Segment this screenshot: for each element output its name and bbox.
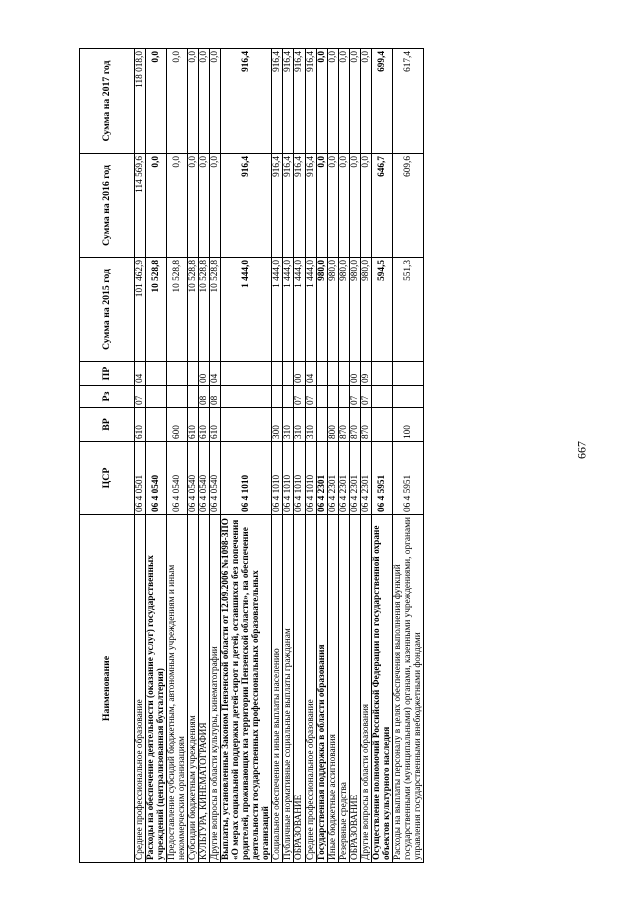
cell-sum-2016: 916,4	[305, 154, 316, 258]
cell-sum-2016: 916,4	[221, 154, 272, 258]
cell-csr: 06 4 0540	[146, 442, 167, 515]
cell-csr: 06 4 0540	[167, 442, 188, 515]
cell-pr: 04	[135, 362, 146, 386]
cell-sum-2016: 0,0	[210, 154, 221, 258]
table-row	[283, 49, 294, 863]
cell-sum-2015: 980,0	[349, 258, 360, 362]
table-row	[210, 49, 221, 863]
table-row	[294, 49, 305, 863]
cell-sum-2017: 916,4	[272, 49, 283, 154]
cell-sum-2017: 916,4	[283, 49, 294, 154]
cell-name: Публичные нормативные социальные выплаты гражданам	[283, 515, 294, 863]
cell-name: ОБРАЗОВАНИЕ	[294, 515, 305, 863]
cell-rz	[316, 386, 327, 408]
header-sum-2015: Сумма на 2015 год	[80, 258, 135, 362]
cell-rz	[338, 386, 349, 408]
cell-sum-2017: 118 018,0	[135, 49, 146, 154]
cell-name: Среднее профессиональное образование	[305, 515, 316, 863]
cell-csr: 06 4 5951	[392, 442, 423, 515]
cell-sum-2016: 0,0	[327, 154, 338, 258]
cell-csr: 06 4 1010	[221, 442, 272, 515]
cell-pr	[272, 362, 283, 386]
cell-sum-2017: 0,0	[210, 49, 221, 154]
cell-sum-2015: 980,0	[338, 258, 349, 362]
table-row	[360, 49, 371, 863]
cell-vr: 610	[135, 408, 146, 442]
cell-name: КУЛЬТУРА, КИНЕМАТОГРАФИЯ	[199, 515, 210, 863]
cell-pr: 00	[199, 362, 210, 386]
cell-sum-2016: 916,4	[294, 154, 305, 258]
cell-sum-2016: 0,0	[349, 154, 360, 258]
cell-csr: 06 4 0540	[210, 442, 221, 515]
cell-name: Расходы на обеспечение деятельности (оказание услуг) государственных учреждений (централизованная бухгалтерия)	[146, 515, 167, 863]
cell-sum-2017: 0,0	[349, 49, 360, 154]
table-row	[135, 49, 146, 863]
cell-name: Резервные средства	[338, 515, 349, 863]
cell-rz: 08	[199, 386, 210, 408]
cell-rz	[146, 386, 167, 408]
cell-sum-2017: 916,4	[294, 49, 305, 154]
cell-sum-2016: 0,0	[360, 154, 371, 258]
cell-sum-2017: 0,0	[167, 49, 188, 154]
table-row	[272, 49, 283, 863]
cell-sum-2017: 0,0	[360, 49, 371, 154]
cell-pr	[338, 362, 349, 386]
table-row	[392, 49, 423, 863]
cell-csr: 06 4 1010	[294, 442, 305, 515]
cell-sum-2017: 0,0	[199, 49, 210, 154]
cell-csr: 06 4 2301	[360, 442, 371, 515]
cell-sum-2015: 101 462,9	[135, 258, 146, 362]
cell-sum-2016: 0,0	[146, 154, 167, 258]
table-row	[199, 49, 210, 863]
cell-vr: 300	[272, 408, 283, 442]
header-rz: Рз	[80, 386, 135, 408]
cell-rz	[188, 386, 199, 408]
table-body	[135, 49, 424, 863]
cell-sum-2015: 10 528,8	[188, 258, 199, 362]
cell-sum-2017: 617,4	[392, 49, 423, 154]
cell-rz	[272, 386, 283, 408]
cell-vr: 870	[338, 408, 349, 442]
cell-sum-2015: 10 528,8	[146, 258, 167, 362]
cell-pr	[221, 362, 272, 386]
cell-name: Расходы на выплаты персоналу в целях обеспечения выполнения функций государственными (муниципальными) органами, казенными учреждениями, органами управления государственными внебюджетными фондами	[392, 515, 423, 863]
cell-sum-2015: 10 528,8	[210, 258, 221, 362]
cell-csr: 06 4 2301	[338, 442, 349, 515]
cell-sum-2015: 1 444,0	[283, 258, 294, 362]
cell-csr: 06 4 0540	[188, 442, 199, 515]
table-row	[146, 49, 167, 863]
cell-pr	[146, 362, 167, 386]
table-row	[327, 49, 338, 863]
table-row	[349, 49, 360, 863]
cell-sum-2016: 646,7	[371, 154, 392, 258]
cell-vr	[371, 408, 392, 442]
cell-sum-2017: 0,0	[316, 49, 327, 154]
header-row	[80, 49, 135, 863]
cell-sum-2015: 1 444,0	[294, 258, 305, 362]
cell-pr: 04	[210, 362, 221, 386]
table-row	[188, 49, 199, 863]
cell-vr: 310	[294, 408, 305, 442]
cell-pr: 00	[294, 362, 305, 386]
cell-rz	[221, 386, 272, 408]
cell-pr: 00	[349, 362, 360, 386]
cell-rz	[371, 386, 392, 408]
cell-name: ОБРАЗОВАНИЕ	[349, 515, 360, 863]
cell-sum-2017: 699,4	[371, 49, 392, 154]
cell-vr: 100	[392, 408, 423, 442]
cell-vr: 310	[305, 408, 316, 442]
cell-csr: 06 4 0540	[199, 442, 210, 515]
cell-sum-2017: 0,0	[188, 49, 199, 154]
cell-sum-2016: 114 569,6	[135, 154, 146, 258]
page-number: 667	[574, 441, 589, 459]
cell-vr: 870	[349, 408, 360, 442]
header-sum-2016: Сумма на 2016 год	[80, 154, 135, 258]
header-name: Наименование	[80, 515, 135, 863]
table-row	[221, 49, 272, 863]
cell-sum-2016: 0,0	[188, 154, 199, 258]
cell-name: Иные бюджетные ассигнования	[327, 515, 338, 863]
cell-name: Субсидии бюджетным учреждениям	[188, 515, 199, 863]
cell-pr	[316, 362, 327, 386]
header-pr: ПР	[80, 362, 135, 386]
cell-rz: 07	[360, 386, 371, 408]
cell-rz: 07	[294, 386, 305, 408]
header-vr: ВР	[80, 408, 135, 442]
cell-sum-2016: 916,4	[272, 154, 283, 258]
cell-sum-2015: 980,0	[360, 258, 371, 362]
cell-sum-2017: 916,4	[305, 49, 316, 154]
budget-table-container	[79, 49, 585, 863]
cell-rz: 07	[135, 386, 146, 408]
cell-name: Государственная поддержка в области образования	[316, 515, 327, 863]
cell-name: Другие вопросы в области культуры, кинематографии	[210, 515, 221, 863]
cell-vr: 870	[360, 408, 371, 442]
cell-pr: 09	[360, 362, 371, 386]
header-sum-2017: Сумма на 2017 год	[80, 49, 135, 154]
cell-vr	[221, 408, 272, 442]
cell-sum-2015: 594,5	[371, 258, 392, 362]
cell-rz: 08	[210, 386, 221, 408]
table-row	[167, 49, 188, 863]
cell-pr	[392, 362, 423, 386]
cell-sum-2015: 980,0	[327, 258, 338, 362]
cell-sum-2015: 10 528,8	[167, 258, 188, 362]
table-row	[305, 49, 316, 863]
cell-csr: 06 4 1010	[305, 442, 316, 515]
cell-pr	[167, 362, 188, 386]
cell-sum-2015: 980,0	[316, 258, 327, 362]
cell-sum-2017: 0,0	[146, 49, 167, 154]
cell-vr: 310	[283, 408, 294, 442]
cell-vr: 610	[210, 408, 221, 442]
cell-csr: 06 4 5951	[371, 442, 392, 515]
cell-name: Другие вопросы в области образования	[360, 515, 371, 863]
header-csr: ЦСР	[80, 442, 135, 515]
cell-sum-2015: 551,3	[392, 258, 423, 362]
cell-sum-2017: 916,4	[221, 49, 272, 154]
cell-sum-2017: 0,0	[327, 49, 338, 154]
cell-vr: 800	[327, 408, 338, 442]
cell-pr	[283, 362, 294, 386]
cell-sum-2016: 916,4	[283, 154, 294, 258]
cell-sum-2016: 0,0	[316, 154, 327, 258]
cell-csr: 06 4 1010	[272, 442, 283, 515]
cell-name: Среднее профессиональное образование	[135, 515, 146, 863]
cell-name: Социальное обеспечение и иные выплаты населению	[272, 515, 283, 863]
cell-csr: 06 4 2301	[327, 442, 338, 515]
cell-rz: 07	[305, 386, 316, 408]
cell-sum-2017: 0,0	[338, 49, 349, 154]
cell-sum-2015: 1 444,0	[221, 258, 272, 362]
table-row	[316, 49, 327, 863]
cell-name: Выплаты, установленные Законом Пензенской области от 12.09.2006 №1098-ЗПО «О мерах социальной поддержки детей-сирот и детей, оставшихся без попечения родителей, проживающих на территории Пензенской области», на обеспечение деятельности государственных профессиональных образовательных организаций	[221, 515, 272, 863]
cell-rz	[327, 386, 338, 408]
cell-sum-2015: 10 528,8	[199, 258, 210, 362]
cell-vr	[316, 408, 327, 442]
table-row	[338, 49, 349, 863]
cell-sum-2015: 1 444,0	[305, 258, 316, 362]
cell-vr	[146, 408, 167, 442]
cell-sum-2015: 1 444,0	[272, 258, 283, 362]
cell-csr: 06 4 2301	[316, 442, 327, 515]
cell-name: Предоставление субсидий бюджетным, автономным учреждениям и иным некоммерческим организациям	[167, 515, 188, 863]
cell-vr: 610	[199, 408, 210, 442]
cell-sum-2016: 609,6	[392, 154, 423, 258]
cell-rz	[283, 386, 294, 408]
cell-rz: 07	[349, 386, 360, 408]
cell-pr	[371, 362, 392, 386]
cell-csr: 06 4 2301	[349, 442, 360, 515]
cell-rz	[167, 386, 188, 408]
cell-rz	[392, 386, 423, 408]
cell-vr: 600	[167, 408, 188, 442]
table-row	[371, 49, 392, 863]
cell-vr: 610	[188, 408, 199, 442]
budget-table	[79, 48, 424, 863]
cell-sum-2016: 0,0	[338, 154, 349, 258]
cell-pr	[188, 362, 199, 386]
cell-csr: 06 4 0501	[135, 442, 146, 515]
cell-csr: 06 4 1010	[283, 442, 294, 515]
cell-sum-2016: 0,0	[199, 154, 210, 258]
cell-pr	[327, 362, 338, 386]
cell-pr: 04	[305, 362, 316, 386]
cell-name: Осуществление полномочий Российской Федерации по государственной охране объектов культурного наследия	[371, 515, 392, 863]
cell-sum-2016: 0,0	[167, 154, 188, 258]
